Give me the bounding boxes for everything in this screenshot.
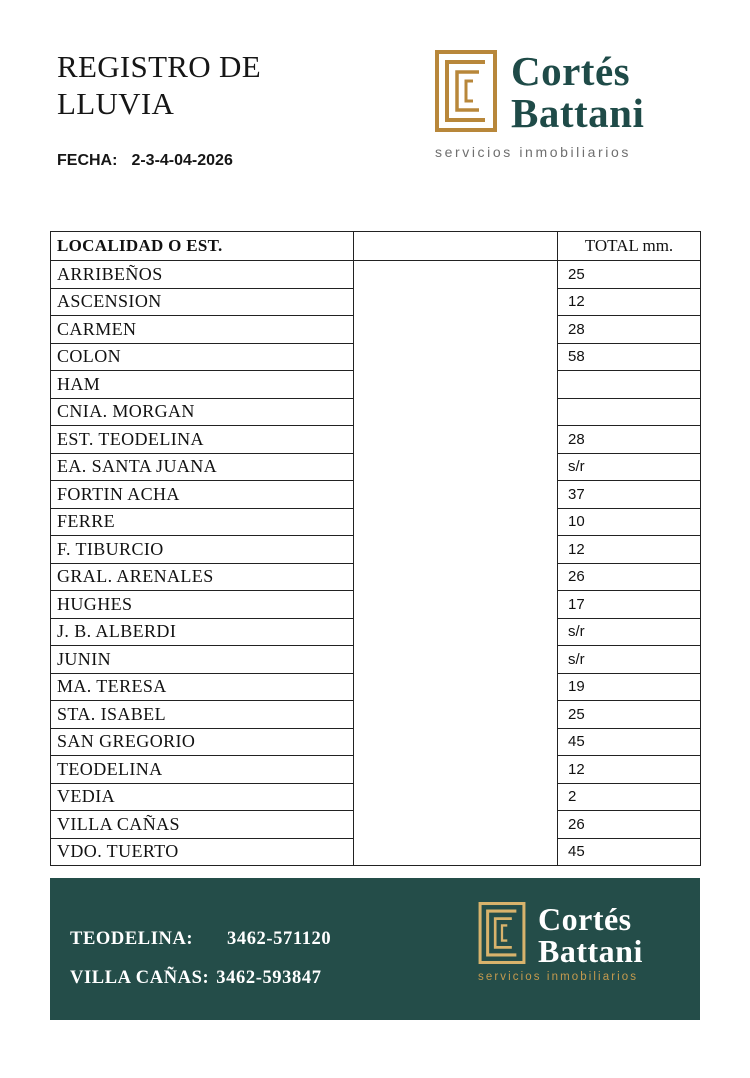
contact-1-label: TEODELINA: <box>70 929 194 949</box>
brand-logo-footer <box>478 902 688 992</box>
contact-1-phone: 3462-571120 <box>227 929 332 949</box>
empty-cell <box>354 371 558 399</box>
empty-cell <box>354 838 558 866</box>
empty-cell <box>354 563 558 591</box>
brand-tagline: servicios inmobiliarios <box>478 971 639 983</box>
table-row <box>51 288 701 316</box>
localidad-cell: ASCENSION <box>51 288 354 316</box>
contact-2-phone: 3462-593847 <box>216 968 322 988</box>
total-cell: s/r <box>558 646 701 674</box>
table-row <box>51 701 701 729</box>
table-row <box>51 426 701 454</box>
table-row <box>51 536 701 564</box>
total-cell: s/r <box>558 618 701 646</box>
table-row <box>51 481 701 509</box>
table-row <box>51 838 701 866</box>
empty-cell <box>354 343 558 371</box>
date-label: FECHA: <box>57 152 118 169</box>
total-cell: 58 <box>558 343 701 371</box>
empty-cell <box>354 591 558 619</box>
localidad-cell: EST. TEODELINA <box>51 426 354 454</box>
brand-tagline: servicios inmobiliarios <box>435 144 631 160</box>
total-cell: 12 <box>558 288 701 316</box>
empty-cell <box>354 701 558 729</box>
total-cell: 25 <box>558 261 701 289</box>
table-row <box>51 261 701 289</box>
total-cell <box>558 371 701 399</box>
total-cell: 19 <box>558 673 701 701</box>
table-row <box>51 618 701 646</box>
localidad-cell: JUNIN <box>51 646 354 674</box>
brand-monogram-icon <box>478 902 526 964</box>
total-cell: 28 <box>558 426 701 454</box>
localidad-cell: COLON <box>51 343 354 371</box>
total-cell: 26 <box>558 563 701 591</box>
localidad-cell: TEODELINA <box>51 756 354 784</box>
table-row <box>51 563 701 591</box>
brand-monogram-icon <box>435 50 497 132</box>
column-header-empty <box>354 232 558 261</box>
total-cell: 2 <box>558 783 701 811</box>
table-row <box>51 398 701 426</box>
empty-cell <box>354 728 558 756</box>
localidad-cell: CARMEN <box>51 316 354 344</box>
empty-cell <box>354 646 558 674</box>
date-line <box>57 152 233 170</box>
brand-logo-header <box>435 50 705 165</box>
localidad-cell: HUGHES <box>51 591 354 619</box>
table-row <box>51 453 701 481</box>
empty-cell <box>354 508 558 536</box>
empty-cell <box>354 316 558 344</box>
total-cell: 12 <box>558 536 701 564</box>
contact-villa-canas <box>70 968 322 989</box>
localidad-cell: MA. TERESA <box>51 673 354 701</box>
column-header-total: TOTAL mm. <box>558 232 701 261</box>
empty-cell <box>354 261 558 289</box>
total-cell <box>558 398 701 426</box>
table-row <box>51 646 701 674</box>
total-cell: 17 <box>558 591 701 619</box>
empty-cell <box>354 398 558 426</box>
localidad-cell: FERRE <box>51 508 354 536</box>
table-row <box>51 591 701 619</box>
date-value: 2-3-4-04-2026 <box>131 152 233 169</box>
empty-cell <box>354 288 558 316</box>
page-title <box>57 48 261 122</box>
table-row <box>51 728 701 756</box>
brand-name-line-1: Cortés <box>511 48 631 94</box>
rainfall-table <box>50 231 701 866</box>
empty-cell <box>354 618 558 646</box>
contact-teodelina <box>70 929 332 950</box>
table-row <box>51 343 701 371</box>
table-row <box>51 508 701 536</box>
localidad-cell: GRAL. ARENALES <box>51 563 354 591</box>
total-cell: 25 <box>558 701 701 729</box>
table-row <box>51 673 701 701</box>
empty-cell <box>354 453 558 481</box>
table-row <box>51 811 701 839</box>
localidad-cell: FORTIN ACHA <box>51 481 354 509</box>
localidad-cell: HAM <box>51 371 354 399</box>
localidad-cell: VILLA CAÑAS <box>51 811 354 839</box>
contact-2-label: VILLA CAÑAS: <box>70 968 210 988</box>
empty-cell <box>354 811 558 839</box>
empty-cell <box>354 426 558 454</box>
localidad-cell: VEDIA <box>51 783 354 811</box>
empty-cell <box>354 673 558 701</box>
localidad-cell: EA. SANTA JUANA <box>51 453 354 481</box>
page-title-line-1: REGISTRO DE <box>57 49 261 84</box>
table-row <box>51 756 701 784</box>
total-cell: s/r <box>558 453 701 481</box>
localidad-cell: STA. ISABEL <box>51 701 354 729</box>
empty-cell <box>354 536 558 564</box>
column-header-localidad: LOCALIDAD O EST. <box>51 232 354 261</box>
total-cell: 45 <box>558 838 701 866</box>
total-cell: 26 <box>558 811 701 839</box>
localidad-cell: F. TIBURCIO <box>51 536 354 564</box>
localidad-cell: SAN GREGORIO <box>51 728 354 756</box>
page-title-line-2: LLUVIA <box>57 86 175 121</box>
table-row <box>51 783 701 811</box>
localidad-cell: ARRIBEÑOS <box>51 261 354 289</box>
total-cell: 10 <box>558 508 701 536</box>
table-row <box>51 371 701 399</box>
brand-name-line-2: Battani <box>538 933 643 969</box>
localidad-cell: J. B. ALBERDI <box>51 618 354 646</box>
table-header-row <box>51 232 701 261</box>
brand-name-line-2: Battani <box>511 90 645 136</box>
total-cell: 45 <box>558 728 701 756</box>
brand-name-line-1: Cortés <box>538 901 632 937</box>
empty-cell <box>354 783 558 811</box>
table-row <box>51 316 701 344</box>
total-cell: 28 <box>558 316 701 344</box>
total-cell: 37 <box>558 481 701 509</box>
localidad-cell: CNIA. MORGAN <box>51 398 354 426</box>
total-cell: 12 <box>558 756 701 784</box>
localidad-cell: VDO. TUERTO <box>51 838 354 866</box>
empty-cell <box>354 756 558 784</box>
empty-cell <box>354 481 558 509</box>
